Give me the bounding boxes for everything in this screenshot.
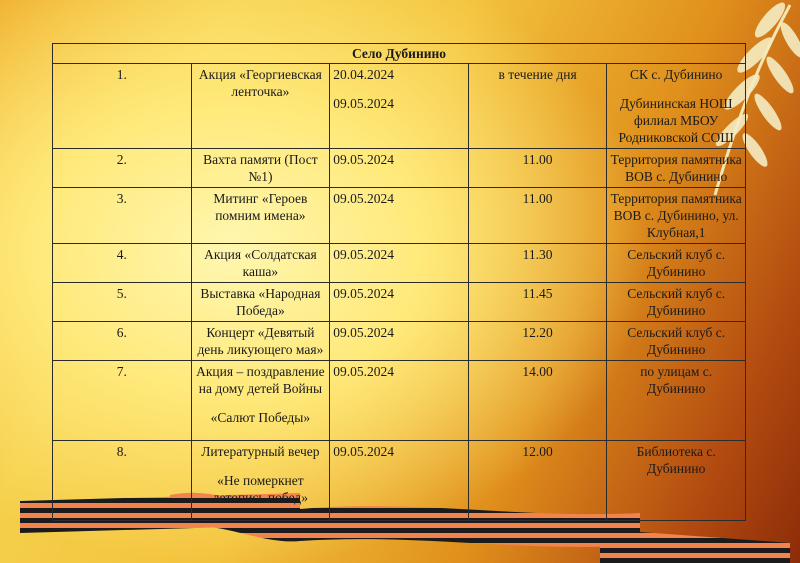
event-place (607, 244, 746, 283)
event-name-line: Акция – поздравление на дому детей Войны (196, 364, 325, 396)
event-dates (330, 188, 469, 244)
event-dates-line: 09.05.2024 (333, 286, 394, 301)
row-number: 7. (53, 361, 192, 441)
event-name (191, 244, 330, 283)
event-name-line: Вахта памяти (Пост №1) (203, 152, 318, 184)
event-dates-line: 09.05.2024 (333, 152, 394, 167)
event-time: в течение дня (468, 64, 607, 149)
table-row (53, 322, 746, 361)
event-place-line: Библиотека с. Дубинино (636, 444, 716, 476)
table-row (53, 149, 746, 188)
event-dates-line: 09.05.2024 (333, 325, 394, 340)
event-place-line: Сельский клуб с. Дубинино (627, 286, 726, 318)
event-dates (330, 441, 469, 521)
table-row (53, 361, 746, 441)
table-row (53, 188, 746, 244)
event-dates (330, 322, 469, 361)
event-dates-line: 09.05.2024 (333, 444, 394, 459)
event-dates (330, 244, 469, 283)
event-dates-line: 09.05.2024 (333, 247, 394, 262)
table-row (53, 64, 746, 149)
event-name (191, 361, 330, 441)
event-name-line: Митинг «Героев помним имена» (213, 191, 308, 223)
table-row (53, 244, 746, 283)
event-name (191, 64, 330, 149)
event-place (607, 149, 746, 188)
row-number: 8. (53, 441, 192, 521)
event-dates (330, 64, 469, 149)
event-place-line: СК с. Дубинино (629, 67, 723, 82)
row-number: 3. (53, 188, 192, 244)
row-number: 1. (53, 64, 192, 149)
event-name (191, 322, 330, 361)
row-number: 5. (53, 283, 192, 322)
event-time: 11.00 (468, 149, 607, 188)
event-place-line: Дубининская НОШ филиал МБОУ Родниковской СОШ (618, 96, 734, 145)
event-place-line: Сельский клуб с. Дубинино (627, 325, 726, 357)
event-place (607, 441, 746, 521)
event-name-line: «Не померкнет летопись побед» (212, 473, 309, 505)
table-row (53, 441, 746, 521)
row-number: 4. (53, 244, 192, 283)
event-dates (330, 149, 469, 188)
event-time: 14.00 (468, 361, 607, 441)
event-dates (330, 361, 469, 441)
table-row (53, 283, 746, 322)
event-place (607, 322, 746, 361)
table-body (53, 64, 746, 521)
events-table (52, 43, 746, 521)
event-place (607, 283, 746, 322)
event-name-line: «Салют Победы» (210, 410, 311, 425)
row-number: 6. (53, 322, 192, 361)
event-name (191, 188, 330, 244)
event-dates-line: 20.04.2024 (333, 67, 394, 82)
event-place (607, 188, 746, 244)
event-name-line: Акция «Солдатская каша» (204, 247, 317, 279)
row-number: 2. (53, 149, 192, 188)
event-time: 11.45 (468, 283, 607, 322)
event-place-line: Сельский клуб с. Дубинино (627, 247, 726, 279)
event-time: 12.00 (468, 441, 607, 521)
event-name-line: Выставка «Народная Победа» (200, 286, 321, 318)
event-place-line: по улицам с. Дубинино (640, 364, 713, 396)
table-title: Село Дубинино (53, 44, 746, 64)
event-dates-line: 09.05.2024 (333, 96, 394, 111)
event-time: 12.20 (468, 322, 607, 361)
event-dates (330, 283, 469, 322)
event-name-line: Концерт «Девятый день ликующего мая» (197, 325, 324, 357)
event-name-line: Акция «Георгиевская ленточка» (198, 67, 322, 99)
event-dates-line: 09.05.2024 (333, 364, 394, 379)
event-time: 11.00 (468, 188, 607, 244)
event-place (607, 361, 746, 441)
events-table-container (52, 43, 746, 521)
event-dates-line: 09.05.2024 (333, 191, 394, 206)
event-place (607, 64, 746, 149)
event-name-line: Литературный вечер (201, 444, 320, 459)
event-name (191, 283, 330, 322)
event-place-line: Территория памятника ВОВ с. Дубинино (610, 152, 742, 184)
event-place-line: Территория памятника ВОВ с. Дубинино, ул. Клубная,1 (610, 191, 742, 240)
event-name (191, 149, 330, 188)
event-time: 11.30 (468, 244, 607, 283)
event-name (191, 441, 330, 521)
